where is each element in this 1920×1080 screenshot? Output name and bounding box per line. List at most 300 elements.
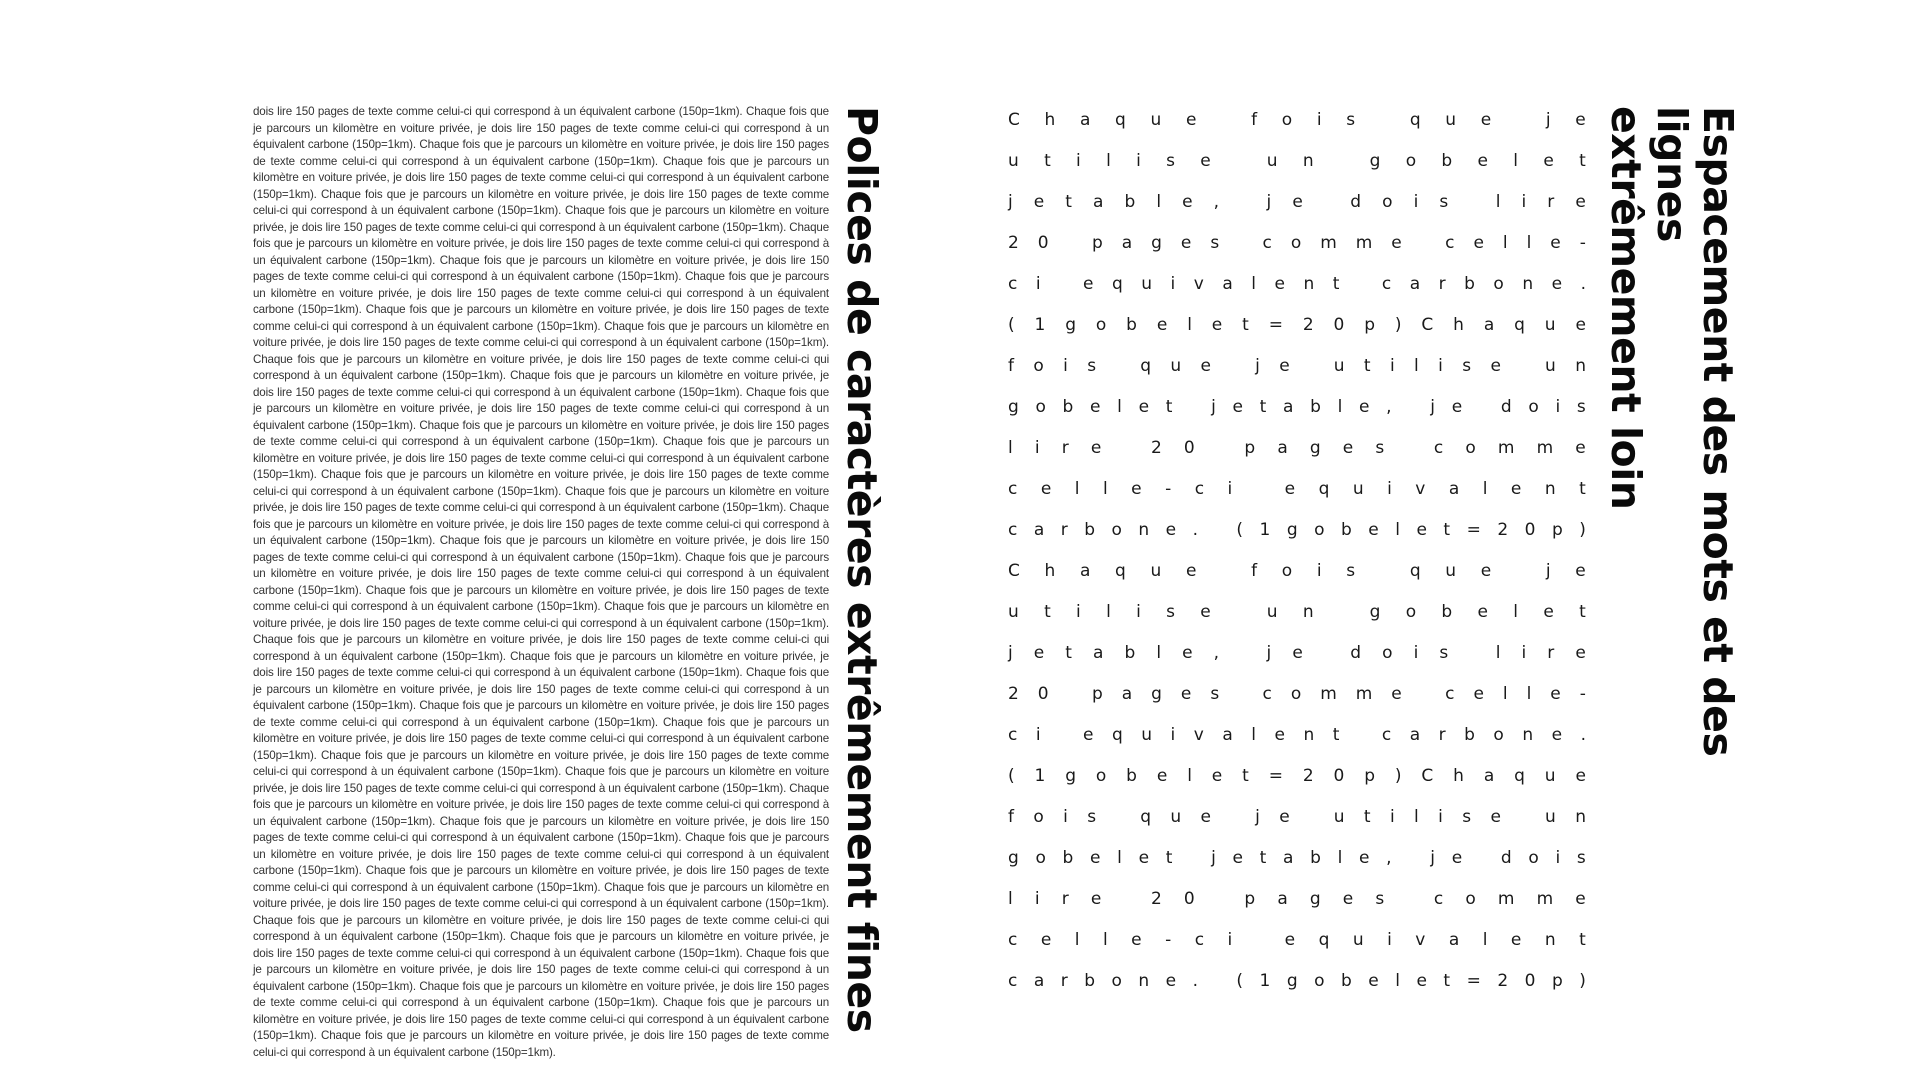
wide-text-char: u bbox=[1445, 561, 1457, 581]
wide-text-char: g bbox=[1309, 889, 1321, 909]
wide-text-char: a bbox=[1483, 315, 1495, 335]
wide-text-char: e bbox=[1165, 520, 1177, 540]
wide-text-char: ) bbox=[1579, 971, 1586, 991]
wide-text-line bbox=[1008, 305, 1586, 346]
wide-text-char: n bbox=[1138, 971, 1150, 991]
wide-text-char bbox=[1380, 112, 1385, 129]
wide-text-line bbox=[1008, 715, 1586, 756]
wide-text-char bbox=[1115, 358, 1120, 375]
wide-text-char: e bbox=[1138, 397, 1150, 417]
wide-text-char: 2 bbox=[1302, 766, 1314, 786]
wide-text-char: e bbox=[1182, 192, 1193, 212]
wide-text-char bbox=[1324, 194, 1329, 211]
wide-text-line bbox=[1008, 223, 1586, 264]
wide-text-char: e bbox=[1480, 110, 1492, 130]
wide-text-char: ( bbox=[1008, 315, 1015, 335]
wide-text-char: e bbox=[1284, 479, 1296, 499]
wide-text-char: s bbox=[1576, 397, 1586, 417]
wide-text-char: u bbox=[1008, 602, 1019, 622]
wide-text-char: a bbox=[1121, 684, 1133, 704]
wide-text-char: 2 bbox=[1150, 438, 1162, 458]
wide-text-char bbox=[1469, 194, 1474, 211]
wide-text-char: e bbox=[1575, 766, 1586, 786]
wide-text-char: l bbox=[1074, 479, 1080, 499]
wide-text-line bbox=[1008, 346, 1586, 387]
wide-text-char bbox=[1421, 686, 1426, 703]
wide-text-char: i bbox=[1076, 602, 1081, 622]
wide-text-char: e bbox=[1575, 643, 1586, 663]
wide-text-char: t bbox=[1044, 602, 1051, 622]
wide-text-char: e bbox=[1543, 151, 1554, 171]
wide-text-char: p bbox=[1364, 315, 1376, 335]
wide-text-char: e bbox=[1182, 643, 1193, 663]
wide-text-char: . bbox=[1192, 520, 1199, 540]
wide-text-char: f bbox=[1251, 561, 1258, 581]
wide-text-char: = bbox=[1466, 520, 1481, 540]
wide-text-char bbox=[1469, 645, 1474, 662]
wide-text-char: b bbox=[1464, 274, 1475, 294]
wide-text-line bbox=[1008, 920, 1586, 961]
wide-text-char: o bbox=[1382, 643, 1393, 663]
wide-text-char: c bbox=[1433, 438, 1444, 458]
wide-text-char: b bbox=[1464, 725, 1475, 745]
wide-text-char bbox=[1123, 891, 1128, 908]
wide-text-char: i bbox=[1063, 356, 1068, 376]
wide-text-char: l bbox=[1102, 479, 1108, 499]
wide-text-line bbox=[1008, 100, 1586, 141]
wide-text-char: m bbox=[1355, 233, 1373, 253]
wide-text-line bbox=[1008, 182, 1586, 223]
wide-text-char: e bbox=[1211, 315, 1223, 335]
wide-text-char: i bbox=[1413, 192, 1419, 212]
wide-text-char: l bbox=[1156, 643, 1162, 663]
wide-text-char: u bbox=[1544, 315, 1556, 335]
thin-text-start: dois lire 150 pages de texte comme celui-ci qui correspond à un équivalent carbone (150p=1km). bbox=[253, 105, 743, 118]
wide-text-char: 0 bbox=[1037, 684, 1049, 704]
wide-text-char: l bbox=[1502, 684, 1508, 704]
wide-text-char: q bbox=[1409, 561, 1421, 581]
wide-text-char bbox=[1059, 276, 1064, 293]
wide-text-char: e bbox=[1451, 848, 1463, 868]
wide-text-char: i bbox=[1076, 151, 1081, 171]
wide-text-char: ( bbox=[1236, 520, 1244, 540]
title-wide-spacing-line-1: Espacement des mots et des lignes bbox=[1648, 106, 1742, 757]
wide-text-char: c bbox=[1262, 233, 1272, 253]
wide-text-char: 0 bbox=[1183, 889, 1195, 909]
wide-text-line bbox=[1008, 633, 1586, 674]
wide-text-char: 2 bbox=[1008, 684, 1019, 704]
wide-text-char bbox=[1406, 440, 1411, 457]
wide-text-char: c bbox=[1262, 684, 1272, 704]
wide-text-char: r bbox=[1547, 643, 1555, 663]
wide-text-char: i bbox=[1136, 602, 1141, 622]
wide-text-char: t bbox=[1363, 807, 1371, 827]
wide-text-char: e bbox=[1090, 889, 1102, 909]
wide-text-char: ) bbox=[1579, 520, 1586, 540]
wide-text-char: t bbox=[1579, 151, 1586, 171]
wide-text-char: e bbox=[1284, 930, 1296, 950]
wide-text-char: n bbox=[1302, 151, 1314, 171]
wide-text-char: o bbox=[1033, 807, 1044, 827]
wide-text-char: l bbox=[1074, 930, 1080, 950]
wide-text-char: h bbox=[1453, 766, 1464, 786]
wide-text-char: o bbox=[1095, 315, 1107, 335]
wide-text-char: o bbox=[1111, 520, 1122, 540]
wide-text-line bbox=[1008, 264, 1586, 305]
wide-text-char: l bbox=[1102, 930, 1108, 950]
wide-text-char: e bbox=[1391, 233, 1402, 253]
wide-text-char: i bbox=[1170, 274, 1176, 294]
wide-text-char: d bbox=[1350, 192, 1362, 212]
wide-text-char bbox=[1217, 891, 1222, 908]
wide-text-char: u bbox=[1544, 766, 1556, 786]
wide-text-char bbox=[1215, 522, 1220, 539]
wide-text-char: e bbox=[1550, 684, 1561, 704]
wide-text-char: i bbox=[1387, 930, 1392, 950]
wide-text-char: i bbox=[1555, 397, 1561, 417]
wide-text-char: c bbox=[1194, 479, 1205, 499]
wide-text-char: a bbox=[1033, 520, 1045, 540]
wide-text-char: t bbox=[1165, 848, 1173, 868]
wide-text-char: - bbox=[1165, 930, 1172, 950]
wide-text-line bbox=[1008, 879, 1586, 920]
wide-text-char: e bbox=[1342, 438, 1354, 458]
wide-text-char: h bbox=[1044, 561, 1056, 581]
thin-text-repeat: Chaque fois que je parcours un kilomètre en voiture privée, je dois lire 150 pages de texte comme celui-ci qui correspond à un équivalent carbone (150p=1km). Chaque fois que je parcours un kilomètre en voiture privée, je dois lire 150 pages de texte comme celui-ci qui correspond à un équivalent carbone (150p=1km). Chaque fois que je parcours un kilomètre en voiture privée, je dois lire 150 pages de texte comme celui-ci qui correspond à un équivalent carbone (150p=1km). Chaque fois que je parcours un kilomètre en voiture privée, je dois lire 150 pages de texte comme celui-ci qui correspond à un équivalent carbone (150p=1km). Chaque fois que je parcours un kilomètre en voiture privée, je dois lire 150 pages de texte comme celui-ci qui correspond à un équivalent carbone (150p=1km). Chaque fois que je parcours un kilomètre en voiture privée, je dois lire 150 pages de texte comme celui-ci qui correspond à un équivalent carbone (150p=1km). Chaque fois que je parcours un kilomètre en voiture privée, je dois lire 150 pages de texte comme celui-ci qui correspond à un équivalent carbone (150p=1km). Chaque fois que je parcours un kilomètre en voiture privée, je dois lire 150 pages de texte comme celui-ci qui correspond à un équivalent carbone (150p=1km). Chaque fois que je parcours un kilomètre en voiture privée, je dois lire 150 pages de texte comme celui-ci qui correspond à un équivalent carbone (150p=1km). Chaque fois que je parcours un kilomètre en voiture privée, je dois lire 150 pages de texte comme celui-ci qui correspond à un équivalent carbone (150p=1km). Chaque fois que je parcours un kilomètre en voiture privée, je dois lire 150 pages de texte comme celui-ci qui correspond à un équivalent carbone (150p=1km). Chaque fois que je parcours un kilomètre en voiture privée, je dois lire 150 pages de texte comme celui-ci qui correspond à un équivalent carbone (150p=1km). Chaque fois que je parcours un kilomètre en voiture privée, je dois lire 150 pages de texte comme celui-ci qui correspond à un équivalent carbone (150p=1km). Chaque fois que je parcours un kilomètre en voiture privée, je dois lire 150 pages de texte comme celui-ci qui correspond à un équivalent carbone (150p=1km). Chaque fois que je parcours un kilomètre en voiture privée, je dois lire 150 pages de texte comme celui-ci qui correspond à un équivalent carbone (150p=1km). Chaque fois que je parcours un kilomètre en voiture privée, je dois lire 150 pages de texte comme celui-ci qui correspond à un équivalent carbone (150p=1km). Chaque fois que je parcours un kilomètre en voiture privée, je dois lire 150 pages de texte comme celui-ci qui correspond à un équivalent carbone (150p=1km). Chaque fois que je parcours un kilomètre en voiture privée, je dois lire 150 pages de texte comme celui-ci qui correspond à un équivalent carbone (150p=1km). Chaque fois que je parcours un kilomètre en voiture privée, je dois lire 150 pages de texte comme celui-ci qui correspond à un équivalent carbone (150p=1km). Chaque fois que je parcours un kilomètre en voiture privée, je dois lire 150 pages de texte comme celui-ci qui correspond à un équivalent carbone (150p=1km). Chaque fois que je parcours un kilomètre en voiture privée, je dois lire 150 pages de texte comme celui-ci qui correspond à un équivalent carbone (150p=1km). Chaque fois que je parcours un kilomètre en voiture privée, je dois lire 150 pages de texte comme celui-ci qui correspond à un équivalent carbone (150p=1km). Chaque fois que je parcours un kilomètre en voiture privée, je dois lire 150 pages de texte comme celui-ci qui correspond à un équivalent carbone (150p=1km). Chaque fois que je parcours un kilomètre en voiture privée, je dois lire 150 pages de texte comme celui-ci qui correspond à un équivalent carbone (150p=1km). Chaque fois que je parcours un kilomètre en voiture privée, je dois lire 150 pages de texte comme celui-ci qui correspond à un équivalent carbone (150p=1km). Chaque fois que je parcours un kilomètre en voiture privée, je dois lire 150 pages de texte comme celui-ci qui correspond à un équivalent carbone (150p=1km). Chaque fois que je parcours un kilomètre en voiture privée, je dois lire 150 pages de texte comme celui-ci qui correspond à un équivalent carbone (150p=1km). Chaque fois que je parcours un kilomètre en voiture privée, je dois lire 150 pages de texte comme celui-ci qui correspond à un équivalent carbone (150p=1km). Chaque fois que je parcours un kilomètre en voiture privée, je dois lire 150 pages de texte comme celui-ci qui correspond à un équivalent carbone (150p=1km). Chaque fois que je parcours un kilomètre en voiture privée, je dois lire 150 pages de texte comme celui-ci qui correspond à un équivalent carbone (150p=1km). Chaque fois que je parcours un kilomètre en voiture privée, je dois lire 150 pages de texte comme celui-ci qui correspond à un équivalent carbone (150p=1km). Chaque fois que je parcours un kilomètre en voiture privée, je dois lire 150 pages de texte comme celui-ci qui correspond à un équivalent carbone (150p=1km). Chaque fois que je parcours un kilomètre en voiture privée, je dois lire 150 pages de texte comme celui-ci qui correspond à un équivalent carbone (150p=1km). Chaque fois que je parcours un kilomètre en voiture privée, je dois lire 150 pages de texte comme celui-ci qui correspond à un équivalent carbone (150p=1km). Chaque fois que je parcours un kilomètre en voiture privée, je dois lire 150 pages de texte comme celui-ci qui correspond à un équivalent carbone (150p=1km). Chaque fois que je parcours un kilomètre en voiture privée, je dois lire 150 pages de texte comme celui-ci qui correspond à un équivalent carbone (150p=1km). Chaque fois que je parcours un kilomètre en voiture privée, je dois lire 150 pages de texte comme celui-ci qui correspond à un équivalent carbone (150p=1km). Chaque fois que je parcours un kilomètre en voiture privée, je dois lire 150 pages de texte comme celui-ci qui correspond à un équivalent carbone (150p=1km). Chaque fois que je parcours un kilomètre en voiture privée, je dois lire 150 pages de texte comme celui-ci qui correspond à un équivalent carbone (150p=1km). Chaque fois que je parcours un kilomètre en voiture privée, je dois lire 150 pages de texte comme celui-ci qui correspond à un équivalent carbone (150p=1km). bbox=[253, 105, 829, 1059]
wide-text-char: n bbox=[1522, 725, 1534, 745]
wide-text-char bbox=[1309, 358, 1314, 375]
wide-text-char bbox=[1380, 563, 1385, 580]
wide-text-char: 2 bbox=[1497, 520, 1509, 540]
wide-text-char: m bbox=[1497, 889, 1515, 909]
wide-text-char: s bbox=[1210, 684, 1220, 704]
wide-text-char bbox=[1520, 809, 1525, 826]
wide-text-char: e bbox=[1033, 192, 1045, 212]
wide-text-char: p bbox=[1091, 684, 1103, 704]
wide-text-char: l bbox=[1495, 192, 1501, 212]
wide-text-char bbox=[1406, 891, 1411, 908]
wide-text-char bbox=[1236, 153, 1241, 170]
wide-text-line bbox=[1008, 469, 1586, 510]
wide-text-char: b bbox=[1084, 971, 1096, 991]
wide-text-char: v bbox=[1193, 725, 1204, 745]
wide-text-char: t bbox=[1332, 274, 1340, 294]
wide-text-char: p bbox=[1551, 520, 1563, 540]
wide-text-char: b bbox=[1126, 315, 1137, 335]
wide-text-char: q bbox=[1115, 561, 1126, 581]
wide-text-char: - bbox=[1579, 684, 1586, 704]
wide-text-char: u bbox=[1150, 110, 1162, 130]
wide-text-char bbox=[1123, 440, 1128, 457]
wide-text-char: e bbox=[1090, 848, 1101, 868]
wide-text-char: n bbox=[1575, 807, 1586, 827]
wide-text-char: e bbox=[1575, 438, 1586, 458]
wide-text-char: u bbox=[1545, 807, 1556, 827]
wide-text-char: s bbox=[1087, 356, 1097, 376]
wide-text-char: 0 bbox=[1524, 520, 1536, 540]
wide-text-char: g bbox=[1151, 684, 1162, 704]
wide-text-char: C bbox=[1008, 561, 1020, 581]
wide-text-char bbox=[1221, 112, 1226, 129]
wide-text-char: r bbox=[1061, 889, 1069, 909]
wide-text-char: l bbox=[1502, 233, 1508, 253]
wide-text-char: n bbox=[1303, 725, 1315, 745]
wide-text-char: e bbox=[1342, 889, 1354, 909]
wide-text-char: s bbox=[1462, 356, 1472, 376]
wide-text-char: u bbox=[1170, 356, 1182, 376]
wide-text-char bbox=[1324, 645, 1329, 662]
wide-text-char: l bbox=[1526, 684, 1532, 704]
wide-text-char bbox=[1115, 809, 1120, 826]
wide-text-char: b bbox=[1441, 602, 1453, 622]
wide-text-char: 0 bbox=[1037, 233, 1049, 253]
wide-text-char: b bbox=[1341, 520, 1352, 540]
wide-text-char: 1 bbox=[1259, 971, 1271, 991]
wide-text-char: s bbox=[1087, 807, 1097, 827]
wide-text-char: = bbox=[1268, 766, 1283, 786]
wide-text-char: 0 bbox=[1183, 438, 1195, 458]
wide-text-char: t bbox=[1332, 725, 1340, 745]
wide-text-char: j bbox=[1430, 848, 1436, 868]
wide-text-char: q bbox=[1115, 110, 1126, 130]
wide-text-char: q bbox=[1318, 479, 1330, 499]
wide-text-char: s bbox=[1346, 561, 1356, 581]
wide-text-char: r bbox=[1547, 192, 1555, 212]
wide-text-char: e bbox=[1480, 561, 1492, 581]
wide-text-char: 0 bbox=[1524, 971, 1536, 991]
wide-text-char: n bbox=[1522, 274, 1534, 294]
wide-text-char bbox=[1240, 645, 1245, 662]
wide-text-char bbox=[1408, 850, 1413, 867]
wide-text-char: e bbox=[1033, 643, 1045, 663]
wide-text-char: l bbox=[1008, 438, 1013, 458]
wide-text-char: h bbox=[1453, 315, 1464, 335]
wide-text-char: 2 bbox=[1150, 889, 1162, 909]
wide-text-char: c bbox=[1445, 684, 1455, 704]
wide-text-char: l bbox=[1008, 889, 1013, 909]
wide-text-char: p bbox=[1244, 438, 1256, 458]
wide-text-char: t bbox=[1242, 315, 1249, 335]
wide-text-char: o bbox=[1528, 397, 1539, 417]
wide-text-char bbox=[1189, 399, 1194, 416]
wide-text-char: e bbox=[1279, 356, 1290, 376]
wide-text-char: i bbox=[1413, 643, 1419, 663]
wide-text-char: c bbox=[1445, 233, 1455, 253]
wide-text-char bbox=[1339, 153, 1344, 170]
wide-text-char: s bbox=[1375, 889, 1385, 909]
wide-text-char: e bbox=[1180, 684, 1192, 704]
wide-text-line bbox=[1008, 141, 1586, 182]
wide-text-char: t bbox=[1443, 971, 1451, 991]
wide-text-char: m bbox=[1497, 438, 1515, 458]
wide-text-char: r bbox=[1061, 438, 1069, 458]
wide-text-char: u bbox=[1333, 807, 1345, 827]
wide-text-char: , bbox=[1386, 397, 1392, 417]
wide-text-char: s bbox=[1166, 602, 1175, 622]
wide-text-char: e bbox=[1391, 684, 1402, 704]
wide-text-char bbox=[1479, 850, 1484, 867]
wide-text-char: t bbox=[1579, 602, 1586, 622]
wide-text-char: 2 bbox=[1008, 233, 1019, 253]
wide-text-char: e bbox=[1200, 602, 1211, 622]
wide-text-char: i bbox=[1034, 438, 1040, 458]
wide-text-char: e bbox=[1550, 233, 1561, 253]
wide-text-char: s bbox=[1462, 807, 1472, 827]
wide-text-line bbox=[1008, 961, 1586, 1002]
wide-text-char: e bbox=[1083, 274, 1094, 294]
wide-text-char bbox=[1068, 686, 1073, 703]
wide-text-char: j bbox=[1266, 643, 1272, 663]
wide-text-char: i bbox=[1227, 930, 1233, 950]
wide-text-char: u bbox=[1445, 110, 1457, 130]
wide-text-char: v bbox=[1193, 274, 1204, 294]
wide-text-char: e bbox=[1551, 274, 1563, 294]
wide-text-char: e bbox=[1473, 233, 1484, 253]
wide-text-char: e bbox=[1451, 397, 1463, 417]
wide-text-char: g bbox=[1369, 602, 1381, 622]
wide-text-char bbox=[1358, 276, 1363, 293]
wide-text-char: g bbox=[1369, 151, 1381, 171]
wide-text-line bbox=[1008, 510, 1586, 551]
wide-text-char: i bbox=[1227, 479, 1233, 499]
wide-text-char: q bbox=[1409, 110, 1421, 130]
wide-text-char: e bbox=[1477, 151, 1488, 171]
wide-text-char: e bbox=[1292, 643, 1303, 663]
wide-text-char: g bbox=[1151, 233, 1162, 253]
wide-text-char: c bbox=[1008, 930, 1018, 950]
wide-text-line bbox=[1008, 674, 1586, 715]
wide-text-char: 0 bbox=[1333, 766, 1345, 786]
wide-text-char: l bbox=[1187, 766, 1192, 786]
wide-text-char: , bbox=[1213, 192, 1220, 212]
title-thin-fonts: Polices de caractères extrêmement fines bbox=[838, 106, 886, 1033]
wide-text-char bbox=[1230, 358, 1235, 375]
wide-text-char: o bbox=[1405, 151, 1417, 171]
wide-text-char: e bbox=[1232, 397, 1243, 417]
wide-text-char: a bbox=[1222, 725, 1233, 745]
wide-text-char: r bbox=[1438, 725, 1446, 745]
wide-text-char: i bbox=[1387, 479, 1392, 499]
wide-text-char: o bbox=[1111, 971, 1122, 991]
wide-text-char: a bbox=[1033, 971, 1045, 991]
wide-text-char: t bbox=[1165, 397, 1173, 417]
wide-text-char bbox=[1238, 235, 1243, 252]
wide-text-char: j bbox=[1211, 848, 1216, 868]
wide-text-char: b bbox=[1126, 766, 1137, 786]
wide-text-char: t bbox=[1065, 643, 1072, 663]
wide-text-char: e bbox=[1473, 684, 1484, 704]
wide-text-char: . bbox=[1580, 725, 1586, 745]
wide-text-char: i bbox=[1136, 151, 1141, 171]
wide-text-char: m bbox=[1320, 233, 1337, 253]
wide-text-char bbox=[1240, 194, 1245, 211]
wide-text-char: C bbox=[1421, 766, 1434, 786]
wide-text-char: c bbox=[1008, 971, 1018, 991]
wide-text-char: b bbox=[1310, 397, 1321, 417]
wide-text-char: i bbox=[1438, 807, 1443, 827]
wide-text-char: a bbox=[1409, 274, 1421, 294]
wide-text-char: o bbox=[1281, 561, 1293, 581]
wide-text-char: g bbox=[1008, 397, 1019, 417]
wide-text-char bbox=[1516, 112, 1521, 129]
wide-text-char: n bbox=[1303, 274, 1315, 294]
wide-text-char: l bbox=[1395, 971, 1400, 991]
wide-text-char: l bbox=[1251, 725, 1256, 745]
wide-text-char: g bbox=[1286, 971, 1298, 991]
wide-text-char: a bbox=[1283, 397, 1294, 417]
wide-text-char: b bbox=[1124, 192, 1136, 212]
wide-text-char: s bbox=[1576, 848, 1586, 868]
wide-text-char: p bbox=[1091, 233, 1103, 253]
wide-text-char: p bbox=[1364, 766, 1376, 786]
wide-text-char: e bbox=[1575, 889, 1586, 909]
wide-text-char: g bbox=[1286, 520, 1298, 540]
wide-text-char: e bbox=[1156, 315, 1168, 335]
wide-text-char: q bbox=[1514, 766, 1525, 786]
wide-text-char bbox=[1256, 481, 1261, 498]
wide-text-char: b bbox=[1062, 397, 1074, 417]
wide-text-char: 1 bbox=[1259, 520, 1271, 540]
wide-text-char: u bbox=[1545, 356, 1556, 376]
wide-text-char: t bbox=[1363, 356, 1371, 376]
wide-text-char: o bbox=[1290, 684, 1302, 704]
wide-text-line bbox=[1008, 387, 1586, 428]
wide-text-char: = bbox=[1466, 971, 1481, 991]
wide-text-char: r bbox=[1438, 274, 1446, 294]
wide-text-char: u bbox=[1352, 930, 1364, 950]
wide-text-char: j bbox=[1545, 110, 1551, 130]
wide-text-char: c bbox=[1008, 520, 1018, 540]
wide-text-char: l bbox=[1414, 356, 1419, 376]
wide-text-char: j bbox=[1008, 192, 1013, 212]
wide-text-char: l bbox=[1117, 397, 1122, 417]
wide-text-char: e bbox=[1211, 766, 1223, 786]
wide-text-char: t bbox=[1443, 520, 1451, 540]
wide-text-char: i bbox=[1389, 807, 1395, 827]
wide-text-char: e bbox=[1543, 602, 1554, 622]
wide-text-char: e bbox=[1185, 110, 1197, 130]
wide-text-char: e bbox=[1200, 356, 1211, 376]
wide-text-char: , bbox=[1213, 643, 1220, 663]
wide-text-char: h bbox=[1044, 110, 1056, 130]
wide-text-char: u bbox=[1141, 274, 1153, 294]
wide-text-char: d bbox=[1350, 643, 1362, 663]
wide-text-char: b bbox=[1062, 848, 1074, 868]
wide-text-char: t bbox=[1259, 848, 1267, 868]
wide-text-char: v bbox=[1415, 479, 1426, 499]
wide-text-char: i bbox=[1438, 356, 1443, 376]
wide-text-char: ( bbox=[1236, 971, 1244, 991]
wide-text-char: e bbox=[1368, 520, 1379, 540]
wide-text-char: = bbox=[1268, 315, 1283, 335]
wide-text-char: q bbox=[1140, 356, 1151, 376]
wide-text-char: s bbox=[1210, 233, 1220, 253]
wide-text-char: v bbox=[1415, 930, 1426, 950]
wide-text-char: 1 bbox=[1034, 315, 1046, 335]
wide-text-char: t bbox=[1065, 192, 1072, 212]
wide-text-char: i bbox=[1521, 192, 1527, 212]
wide-text-char: e bbox=[1368, 971, 1379, 991]
wide-text-char: - bbox=[1579, 233, 1586, 253]
wide-text-char: u bbox=[1266, 602, 1278, 622]
wide-text-char: u bbox=[1333, 356, 1345, 376]
wide-text-char: 1 bbox=[1034, 766, 1046, 786]
wide-text-char: o bbox=[1405, 602, 1417, 622]
wide-text-char: a bbox=[1079, 561, 1091, 581]
wide-text-char: g bbox=[1008, 848, 1019, 868]
wide-text-char: l bbox=[1337, 848, 1343, 868]
wide-text-char: e bbox=[1292, 192, 1303, 212]
